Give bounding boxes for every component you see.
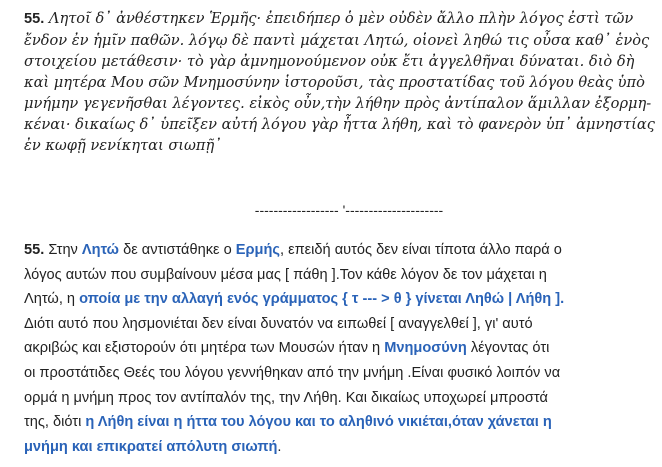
translation-line xyxy=(24,238,648,263)
highlight-silence: μνήμη και επικρατεί απόλυτη σιωπή xyxy=(24,438,278,455)
text-run: λέγοντας ότι xyxy=(466,340,550,357)
highlight-leto: Λητώ xyxy=(81,242,120,258)
translation-line xyxy=(24,435,648,460)
greek-line: κέναι· δικαίως δ᾽ ὑπεῖξεν αὐτή λόγου γὰρ ἧττα λήθη, καὶ τὸ φανερὸν ὑπ᾽ ἀμνηστίας xyxy=(24,116,655,133)
highlight-lethe-defeat: η Λήθη είναι η ήττα του λόγου και το αληθινό νικιέται,όταν χάνεται η xyxy=(85,414,552,431)
text-run: . xyxy=(277,438,282,455)
text-run: Στην xyxy=(44,242,82,258)
greek-line: καὶ μητέρα Μου σῶν Μνημοσύνην ἱστοροῦσι, τὰς προστατίδας τοῦ λόγου θεὰς ὑπὸ xyxy=(24,74,645,91)
text-run: Λητώ, η xyxy=(24,291,80,308)
translation-line xyxy=(24,287,648,312)
text-run: της, διότι xyxy=(24,414,86,431)
highlight-hermes: Ερμής xyxy=(235,242,280,258)
highlight-letter-change: οποία με την αλλαγή ενός γράμματος { τ --- > θ } γίνεται Ληθώ | Λήθη ]. xyxy=(79,291,565,308)
paragraph-number: 55. xyxy=(24,242,45,258)
greek-line-text: Λητοῖ δ᾽ ἀνθέστηκεν Ἑρμῆς· ἐπειδήπερ ὁ μὲν οὐδὲν ἄλλο πλὴν λόγος ἐστὶ τῶν xyxy=(44,10,634,27)
greek-line xyxy=(24,8,648,30)
translation-line: οι προστάτιδες Θεές του λόγου γεννήθηκαν από την μνήμη .Είναι φυσικό λοιπόν να xyxy=(24,364,561,381)
translation-line xyxy=(24,410,648,435)
text-run: ακριβώς και εξιστορούν ότι μητέρα των Μουσών ήταν η xyxy=(24,340,385,357)
translation-line: Διότι αυτό που λησμονιέται δεν είναι δυνατόν να ειπωθεί [ αναγγελθεί ], γι' αυτό xyxy=(24,315,533,332)
translation-line: λόγος αυτών που συμβαίνουν μέσα μας [ πάθη ].Τον κάθε λόγον δε τον μάχεται η xyxy=(24,266,547,283)
highlight-mnemosyne: Μνημοσύνη xyxy=(384,340,467,357)
text-run: δε αντιστάθηκε ο xyxy=(119,242,236,258)
translation-line: ορμά η μνήμη προς τον αντίπαλόν της, την Λήθη. Και δικαίως υποχωρεί μπροστά xyxy=(24,389,548,406)
text-run: , επειδή αυτός δεν είναι τίποτα άλλο παρά ο xyxy=(279,242,562,258)
section-divider: ------------------ '--------------------- xyxy=(254,202,444,218)
greek-original-paragraph xyxy=(24,8,655,156)
translation-line xyxy=(24,336,648,361)
modern-greek-translation-paragraph xyxy=(24,238,648,459)
greek-line: μνήμην γεγενῆσθαι λέγοντες. εἰκὸς οὖν,τὴν λήθην πρὸς ἀντίπαλον ἅμιλλαν ἐξορμη- xyxy=(24,95,652,112)
greek-line: ἔνδον ἐν ἡμῖν παθῶν. λόγῳ δὲ παντὶ μάχεται Λητώ, οἱονεὶ ληθώ τις οὖσα καθ᾽ ἑνὸς xyxy=(24,32,650,49)
paragraph-number: 55. xyxy=(24,11,45,27)
greek-line: ἐν κωφῇ νενίκηται σιωπῇ᾽ xyxy=(24,137,222,154)
greek-line: στοιχείου μετάθεσιν· τὸ γὰρ ἀμνημονούμενον οὐκ ἔτι ἀγγελθῆναι δύναται. διὸ δὴ xyxy=(24,53,635,70)
